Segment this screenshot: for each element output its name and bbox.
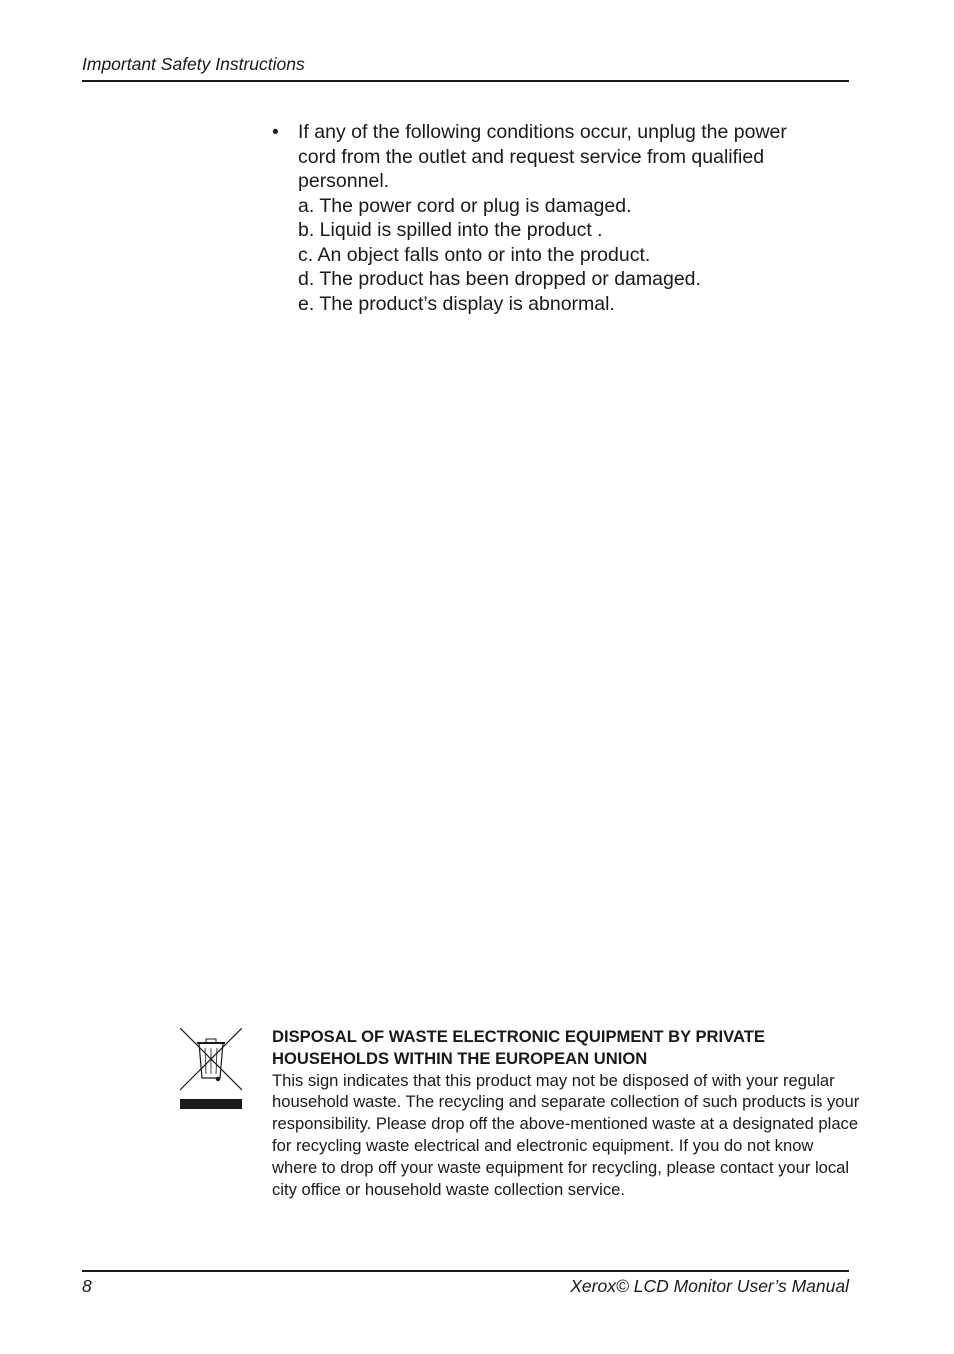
header-rule [82,80,849,82]
condition-item: e. The product’s display is abnormal. [298,292,615,315]
bullet-intro: If any of the following conditions occur, unplug the power cord from the outlet and request service from qualified personnel. [298,121,787,192]
disposal-title: DISPOSAL OF WASTE ELECTRONIC EQUIPMENT BY PRIVATE HOUSEHOLDS WITHIN THE EUROPEAN UNION [272,1027,765,1068]
condition-item: d. The product has been dropped or damaged. [298,268,701,290]
bullet-marker: • [272,121,279,143]
weee-disposal-notice [272,1026,862,1200]
condition-list [298,194,828,317]
weee-crossed-bin-icon [180,1028,242,1110]
bullet-content [298,120,828,316]
condition-item: a. The power cord or plug is damaged. [298,194,632,217]
running-header: Important Safety Instructions [82,54,305,74]
condition-item: c. An object falls onto or into the product. [298,243,651,266]
page-number: 8 [82,1276,92,1296]
condition-item: b. Liquid is spilled into the product . [298,219,603,241]
manual-title: Xerox© LCD Monitor User’s Manual [570,1276,849,1296]
footer-rule [82,1270,849,1272]
disposal-body: This sign indicates that this product may not be disposed of with your regular household waste. The recycling and separate collection of such products is your responsibility. Please drop off the above-mentioned waste at a designated place for recycling waste electrical and electronic equipment. If you do not know where to drop off your waste equipment for recycling, please contact your local city office or household waste collection service. [272,1070,860,1199]
